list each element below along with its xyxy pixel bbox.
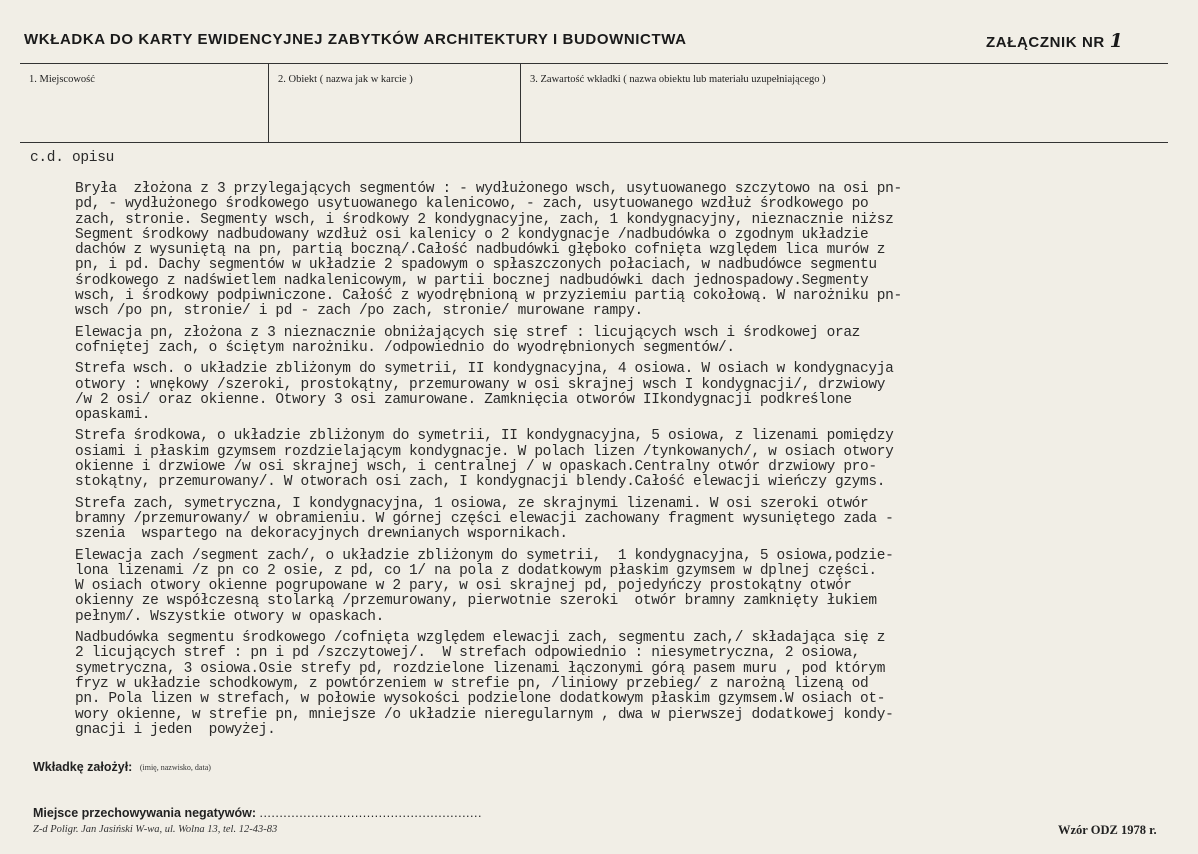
paragraph [30, 326, 1175, 357]
typed-line: Strefa środkowa, o układzie zbliżonym do symetrii, II kondygnacyjna, 5 osiowa, z lizenami pomiędzy [75, 428, 894, 445]
paragraph [30, 497, 1175, 543]
typed-line: lona lizenami /z pn co 2 osie, z pd, co 1/ na pola z dodatkowym płaskim gzymsem w dplnej części. [75, 562, 877, 579]
typed-line: bramny /przemurowany/ w obramieniu. W górnej części elewacji zachowany fragment wysuniętego zada - [75, 510, 894, 527]
typed-line: wsch /po pn, stronie/ i pd - zach /po zach, stronie/ murowane rampy. [75, 303, 643, 320]
typed-line: /w 2 osi/ oraz okienne. Otwory 3 osi zamurowane. Zamknięcia otworów IIkondygnacji podkreślone [75, 391, 852, 408]
form-title: WKŁADKA DO KARTY EWIDENCYJNEJ ZABYTKÓW ARCHITEKTURY I BUDOWNICTWA [24, 31, 687, 48]
typed-line: cofniętej zach, o ściętym narożniku. /odpowiednio do wyodrębnionych segmentów/. [75, 339, 735, 356]
typed-line: wory okienne, w strefie pn, mniejsze /o układzie nieregularnym , dwa w pierwszej dodatkowej kondy- [75, 706, 894, 723]
field-locality[interactable] [20, 64, 268, 142]
annex-label-text: ZAŁĄCZNIK NR [986, 34, 1105, 51]
field-object-label: 2. Obiekt ( nazwa jak w karcie ) [278, 74, 413, 85]
typed-line: Bryła złożona z 3 przylegających segmentów : - wydłużonego wsch, usytuowanego szczytowo na osi pn- [75, 181, 902, 197]
entered-by-sub: (imię, nazwisko, data) [139, 763, 211, 773]
form-model: Wzór ODZ 1978 r. [1058, 823, 1157, 837]
typed-line: stokątny, przemurowany/. W otworach osi zach, I kondygnacji blendy.Całość elewacji wieńczy gzyms. [75, 474, 886, 491]
typed-line: Elewacja pn, złożona z 3 nieznacznie obniżających się stref : licujących wsch i środkowej oraz [75, 324, 861, 341]
annex-number: 1 [1109, 30, 1124, 52]
typed-line: zach, stronie. Segmenty wsch, i środkowy 2 kondygnacyjne, zach, 1 kondygnacyjny, nieznacznie niższ [75, 211, 894, 228]
field-insert-contents-label: 3. Zawartość wkładki ( nazwa obiektu lub materiału uzupełniającego ) [530, 74, 826, 85]
typed-line: okienny ze współczesną stolarką /przemurowany, pierwotnie szeroki otwór bramny zamknięty łukiem [75, 593, 877, 610]
negatives-location [33, 806, 482, 820]
typed-line: Strefa wsch. o układzie zbliżonym do symetrii, II kondygnacyjna, 4 osiowa. W osiach w kondygnacyja [75, 361, 894, 378]
typed-line: pełnym/. Wszystkie otwory w opaskach. [75, 608, 385, 625]
header-fields [20, 63, 1168, 143]
typed-line: okienne i drzwiowe /w osi skrajnej wsch, i centralnej / w opaskach.Centralny otwór drzwiowy pro- [75, 459, 877, 476]
typed-line: symetryczna, 3 osiowa.Osie strefy pd, rozdzielone lizenami łączonymi górą pasem muru , pod którym [75, 660, 886, 677]
negatives-label: Miejsce przechowywania negatywów: [33, 806, 256, 820]
typed-line: osiami i płaskim gzymsem rozdzielającym kondygnacje. W polach lizen /tynkowanych/, w osiach otwory [75, 443, 894, 460]
paragraph [30, 631, 1175, 738]
typed-line: pn, i pd. Dachy segmentów w układzie 2 spadowym o spłaszczonych połaciach, w nadbudówce segmentu [75, 257, 877, 274]
negatives-dots: ........................................................ [259, 806, 482, 820]
typed-line: dachów z wysuniętą na pn, partią boczną/.Całość nadbudówki głęboko cofnięta względem lica murów z [75, 242, 886, 259]
typed-line: środkowego z nadświetlem nadkalenicowym, w partii bocznej nadbudówki dach jednospadowy.Segmenty [75, 272, 869, 289]
typed-line: pn. Pola lizen w strefach, w połowie wysokości podzielone dodatkowym płaskim gzymsem.W osiach ot- [75, 691, 886, 708]
typed-line: wsch, i środkowy podpiwniczone. Całość z wyodrębnioną w przyziemiu partią cokołową. W narożniku pn- [75, 288, 902, 305]
paragraph [30, 549, 1175, 625]
typed-line: Elewacja zach /segment zach/, o układzie zbliżonym do symetrii, 1 kondygnacyjna, 5 osiowa,podzie- [75, 547, 894, 564]
field-object[interactable] [268, 64, 520, 142]
typed-line: 2 licujących stref : pn i pd /szczytowej/. W strefach odpowiednio : niesymetryczna, 2 osiowa, [75, 645, 861, 662]
printer-imprint: Z-d Poligr. Jan Jasiński W-wa, ul. Wolna 13, tel. 12-43-83 [33, 824, 278, 835]
typed-line: opaskami. [75, 407, 151, 424]
typed-line: Nadbudówka segmentu środkowego /cofnięta względem elewacji zach, segmentu zach,/ składająca się z [75, 630, 886, 647]
typed-line: pd, - wydłużonego środkowego usytuowanego kalenicowo, - zach, usytuowanego wzdłuż środkowego po [75, 196, 869, 213]
entered-by-text: Wkładkę założył: [33, 760, 133, 774]
typed-description [30, 145, 1175, 738]
field-insert-contents[interactable] [520, 64, 1168, 142]
field-locality-label: 1. Miejscowość [29, 74, 95, 85]
continuation-heading: c.d. opisu [30, 150, 115, 166]
typed-line: fryz w układzie schodkowym, z powtórzeniem w strefie pn, /liniowy przebieg/ z narożną lizeną od [75, 675, 869, 692]
paragraph [30, 182, 1175, 320]
annex-label [986, 30, 1123, 52]
entered-by-label [33, 760, 211, 774]
paragraph [30, 429, 1175, 490]
paragraph [30, 362, 1175, 423]
typed-line: gnacji i jeden powyżej. [75, 721, 276, 738]
typed-line: szenia wspartego na dekoracyjnych drewnianych wspornikach. [75, 526, 568, 543]
typed-line: Strefa zach, symetryczna, I kondygnacyjna, 1 osiowa, ze skrajnymi lizenami. W osi szeroki otwór [75, 495, 869, 512]
typed-line: Segment środkowy nadbudowany wzdłuż osi kalenicy o 2 kondygnacje /nadbudówka o zgodnym układzie [75, 226, 869, 243]
typed-line: otwory : wnękowy /szeroki, prostokątny, przemurowany w osi skrajnej wsch I kondygnacji/, drzwiowy [75, 376, 886, 393]
typed-line: W osiach otwory okienne pogrupowane w 2 pary, w osi skrajnej pd, pojedyńczy prostokątny otwór [75, 578, 852, 595]
